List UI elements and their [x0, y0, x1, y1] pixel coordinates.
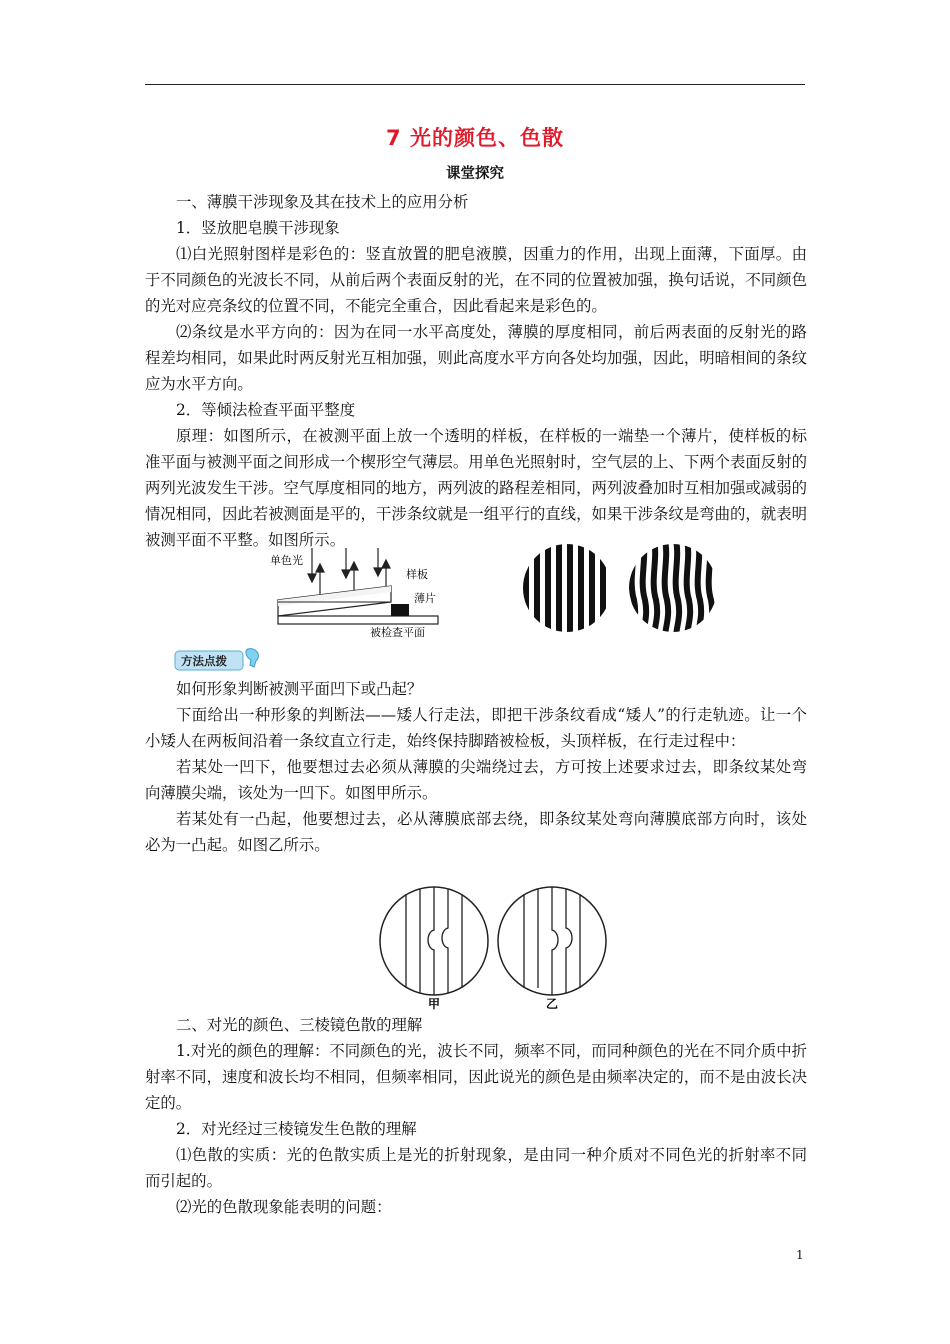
method-paragraph-1: 下面给出一种形象的判断法——矮人行走法，即把干涉条纹看成“矮人”的行走轨迹。让一个小矮人在两板间沿着一条纹直立行走，始终保持脚踏被检板，头顶样板，在行走过程中： [145, 706, 807, 750]
label-monochromatic-light: 单色光 [270, 554, 303, 567]
paragraph-color: 1.对光的颜色的理解：不同颜色的光，波长不同，频率不同，而同种颜色的光在不同介质中折射率不同，速度和波长均不相同，但频率相同，因此说光的颜色是由频率决定的，而不是由波长决定的。 [145, 1042, 807, 1112]
method-paragraph-2: 若某处一凹下，他要想过去必须从薄膜的尖端绕过去，方可按上述要求过去，即条纹某处弯向薄膜尖端，该处为一凹下。如图甲所示。 [145, 758, 807, 802]
lightbulb-icon [246, 649, 259, 667]
heading-thin-film: 一、薄膜干涉现象及其在技术上的应用分析 [176, 193, 469, 211]
heading-color-dispersion: 二、对光的颜色、三棱镜色散的理解 [176, 1016, 423, 1034]
label-fig-a: 甲 [428, 997, 441, 1010]
section-thin-film [145, 189, 807, 553]
method-question: 如何形象判断被测平面凹下或凸起？ [176, 680, 423, 698]
item-prism-dispersion: 2．对光经过三棱镜发生色散的理解 [176, 1120, 417, 1138]
method-tips-badge [174, 645, 266, 673]
method-tips-label: 方法点拨 [181, 654, 227, 668]
bulge-dent-figure [376, 884, 616, 1010]
straight-fringe-pattern [523, 540, 606, 640]
label-fig-b: 乙 [546, 997, 559, 1010]
flatness-test-figure [258, 540, 728, 640]
section-method [145, 676, 807, 858]
page-title: 7 光的颜色、色散 [386, 126, 564, 150]
label-sample-plate: 样板 [406, 568, 428, 581]
paragraph-horizontal-fringes: ⑵条纹是水平方向的：因为在同一水平高度处，薄膜的厚度相同，前后两表面的反射光的路程差均相同，如果此时两反射光互相加强，则此高度水平方向各处均加强，因此，明暗相间的条纹应为水平方向。 [145, 323, 807, 393]
method-paragraph-3: 若某处有一凸起，他要想过去，必从薄膜底部去绕，即条纹某处弯向薄膜底部方向时，该处必为一凸起。如图乙所示。 [145, 810, 807, 854]
paragraph-dispersion-essence: ⑴色散的实质：光的色散实质上是光的折射现象，是由同一种介质对不同色光的折射率不同而引起的。 [145, 1146, 807, 1190]
paragraph-white-light: ⑴白光照射图样是彩色的：竖直放置的肥皂液膜，因重力的作用，出现上面薄，下面厚。由于不同颜色的光波长不同，从前后两个表面反射的光，在不同的位置被加强，换句话说，不同颜色的光对应亮条纹的位置不同，不能完全重合，因此看起来是彩色的。 [145, 245, 807, 315]
label-tested-surface: 被检查平面 [370, 626, 425, 639]
page-number: 1 [796, 1248, 804, 1262]
paragraph-dispersion-shows: ⑵光的色散现象能表明的问题： [176, 1198, 392, 1216]
tested-surface-block [278, 616, 438, 624]
top-rule [145, 84, 805, 85]
item-flatness-check: 2．等倾法检查平面平整度 [176, 401, 356, 419]
shim [391, 604, 409, 616]
item-soap-film: 1．竖放肥皂膜干涉现象 [176, 219, 340, 237]
label-shim: 薄片 [414, 592, 436, 605]
wavy-fringe-pattern [632, 540, 712, 640]
paragraph-principle: 原理：如图所示，在被测平面上放一个透明的样板，在样板的一端垫一个薄片，使样板的标准平面与被测平面之间形成一个楔形空气薄层。用单色光照射时，空气层的上、下两个表面反射的两列光波发生干涉。空气厚度相同的地方，两列波的路程差相同，两列波叠加时互相加强或减弱的情况相同，因此若被测面是平的，干涉条纹就是一组平行的直线，如果干涉条纹是弯曲的，就表明被测平面不平整。如图所示。 [145, 427, 807, 549]
section-color-dispersion [145, 1012, 807, 1220]
section-subtitle: 课堂探究 [446, 166, 504, 182]
